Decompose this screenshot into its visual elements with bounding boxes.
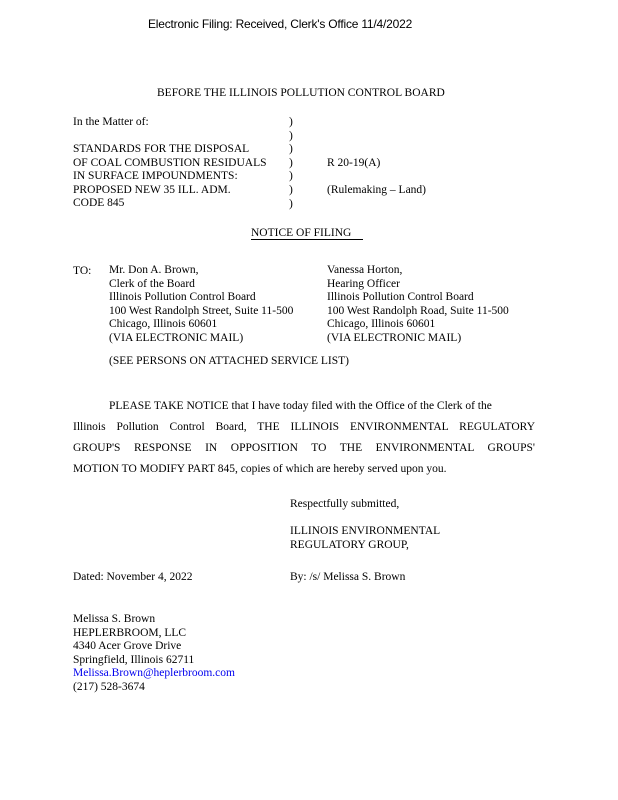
paren: ) [289, 197, 293, 210]
electronic-signature: By: /s/ Melissa S. Brown [290, 571, 406, 583]
paren: ) [289, 143, 293, 156]
body-line: PLEASE TAKE NOTICE that I have today filed with the Office of the Clerk of the [109, 400, 492, 412]
recipient-line: Clerk of the Board [109, 277, 195, 290]
recipient-line: Hearing Officer [327, 277, 400, 290]
case-title-line: OF COAL COMBUSTION RESIDUALS [73, 156, 267, 169]
case-title-line: STANDARDS FOR THE DISPOSAL [73, 143, 250, 155]
recipient-line: Illinois Pollution Control Board [109, 291, 256, 304]
caption-parentheses [289, 116, 293, 211]
signatory-org [290, 525, 440, 552]
recipient-line: (VIA ELECTRONIC MAIL) [327, 331, 462, 344]
paren: ) [289, 183, 293, 196]
signatory-org-line: ILLINOIS ENVIRONMENTAL [290, 525, 441, 537]
body-line: GROUP'S RESPONSE IN OPPOSITION TO THE ENVIRONMENTAL GROUPS' [73, 442, 535, 454]
case-title-line: PROPOSED NEW 35 ILL. ADM. [73, 183, 231, 196]
docket-number: R 20-19(A) [327, 157, 381, 169]
attorney-signature-block [73, 613, 235, 695]
law-firm: HEPLERBROOM, LLC [73, 626, 187, 639]
case-title [73, 143, 267, 211]
recipient-line: Vanessa Horton, [327, 264, 403, 276]
to-label: TO: [73, 265, 92, 277]
recipient-line: Chicago, Illinois 60601 [327, 318, 436, 331]
attorney-email-link[interactable]: Melissa.Brown@heplerbroom.com [73, 667, 235, 680]
dated-line: Dated: November 4, 2022 [73, 571, 193, 583]
recipient-line: 100 West Randolph Street, Suite 11-500 [109, 304, 294, 317]
case-title-line: IN SURFACE IMPOUNDMENTS: [73, 170, 238, 183]
signatory-org-line: REGULATORY GROUP, [290, 538, 409, 551]
service-list-note: (SEE PERSONS ON ATTACHED SERVICE LIST) [109, 355, 349, 367]
notice-title: NOTICE OF FILING [251, 227, 352, 239]
matter-label: In the Matter of: [73, 116, 149, 128]
paren: ) [289, 129, 293, 142]
recipient-line: Illinois Pollution Control Board [327, 291, 474, 304]
court-heading: BEFORE THE ILLINOIS POLLUTION CONTROL BOARD [157, 87, 445, 99]
body-line: MOTION TO MODIFY PART 845, copies of which are hereby served upon you. [73, 463, 447, 475]
firm-city: Springfield, Illinois 62711 [73, 653, 195, 666]
paren: ) [289, 156, 293, 169]
filing-stamp: Electronic Filing: Received, Clerk's Office 11/4/2022 [148, 17, 413, 31]
paren: ) [289, 116, 293, 128]
body-line: Illinois Pollution Control Board, THE ILLINOIS ENVIRONMENTAL REGULATORY [73, 421, 535, 433]
recipient-hearing-officer [327, 264, 509, 346]
firm-street: 4340 Acer Grove Drive [73, 640, 182, 653]
paren: ) [289, 170, 293, 183]
attorney-name: Melissa S. Brown [73, 613, 156, 625]
recipient-line: Mr. Don A. Brown, [109, 264, 199, 276]
recipient-line: (VIA ELECTRONIC MAIL) [109, 331, 244, 344]
case-title-line: CODE 845 [73, 197, 125, 210]
docket-type: (Rulemaking – Land) [327, 184, 427, 196]
attorney-phone: (217) 528-3674 [73, 680, 145, 693]
recipient-clerk [109, 264, 293, 346]
recipient-line: Chicago, Illinois 60601 [109, 318, 218, 331]
recipient-line: 100 West Randolph Road, Suite 11-500 [327, 304, 509, 317]
respectfully-submitted: Respectfully submitted, [290, 498, 400, 510]
